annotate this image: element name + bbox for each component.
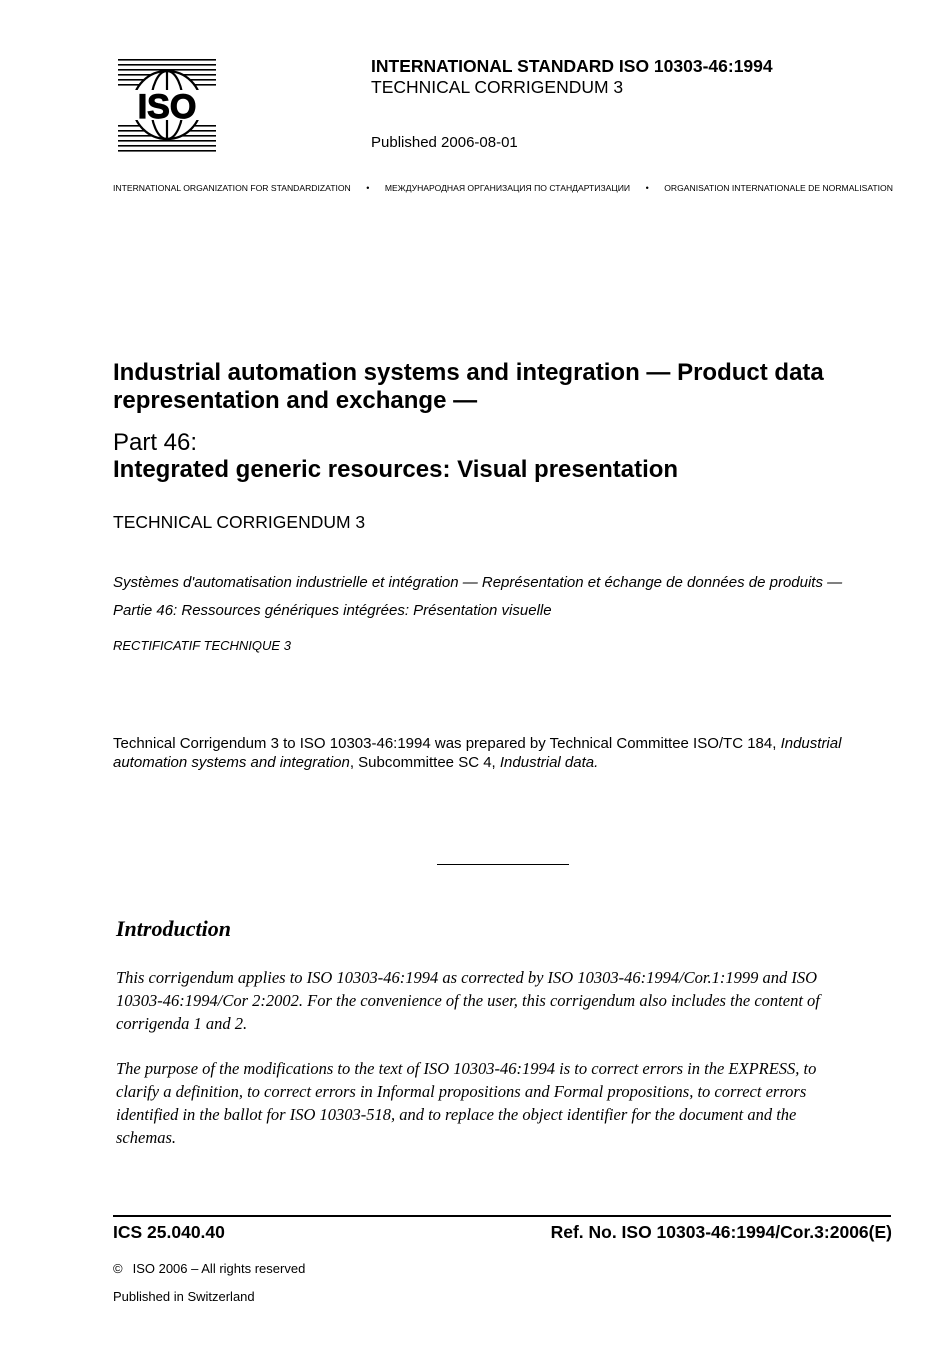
published-date: Published 2006-08-01	[371, 134, 518, 151]
bullet-separator: •	[366, 183, 370, 193]
introduction-paragraph-1: This corrigendum applies to ISO 10303-46:1994 as corrected by ISO 10303-46:1994/Cor.1:1999 and ISO 10303-46:1994/Cor 2:2002. For the convenience of the user, this corrigendum also includes the content of corrigenda 1 and 2.	[116, 968, 820, 1033]
copyright-text: ISO 2006 – All rights reserved	[132, 1261, 306, 1276]
french-part-title: Partie 46: Ressources génériques intégrées: Présentation visuelle	[113, 602, 552, 619]
org-name-ru: МЕЖДУНАРОДНАЯ ОРГАНИЗАЦИЯ ПО СТАНДАРТИЗАЦИИ	[384, 183, 631, 193]
part-number: Part 46:	[113, 429, 198, 456]
footer-rule	[113, 1215, 891, 1217]
copyright-icon: ©	[113, 1261, 123, 1276]
ics-code: ICS 25.040.40	[113, 1222, 225, 1242]
bullet-separator: •	[645, 183, 649, 193]
iso-logo	[118, 57, 216, 153]
introduction-paragraph-2: The purpose of the modifications to the text of ISO 10303-46:1994 is to correct errors in the EXPRESS, to clarify a definition, to correct errors in Informal propositions and Formal propositions, to correct errors identified in the ballot for ISO 10303-518, and to replace the object identifier for the document and the schemas.	[116, 1059, 817, 1147]
prep-text-2: , Subcommittee SC 4,	[349, 754, 500, 771]
prep-italic-1: Industrial automation systems and integration	[113, 735, 842, 771]
copyright-line	[113, 1261, 305, 1276]
org-name-fr: ORGANISATION INTERNATIONALE DE NORMALISATION	[664, 183, 893, 193]
section-divider	[437, 864, 569, 865]
french-title: Systèmes d'automatisation industrielle et intégration — Représentation et échange de données de produits —	[113, 574, 843, 591]
introduction-heading: Introduction	[116, 916, 231, 941]
organization-line	[113, 183, 893, 193]
document-title: Industrial automation systems and integration — Product data representation and exchange —	[113, 359, 824, 414]
preparation-paragraph	[113, 734, 903, 772]
french-corrigendum: RECTIFICATIF TECHNIQUE 3	[113, 638, 291, 653]
corrigendum-label: TECHNICAL CORRIGENDUM 3	[371, 77, 624, 97]
part-title: Integrated generic resources: Visual presentation	[113, 456, 679, 483]
org-name-en: INTERNATIONAL ORGANIZATION FOR STANDARDIZATION	[113, 183, 351, 193]
prep-text-1: Technical Corrigendum 3 to ISO 10303-46:1994 was prepared by Technical Committee ISO/TC 184,	[113, 735, 781, 752]
logo-text: ISO	[137, 88, 197, 126]
title-corrigendum: TECHNICAL CORRIGENDUM 3	[113, 512, 366, 532]
reference-number: Ref. No. ISO 10303-46:1994/Cor.3:2006(E)	[550, 1222, 892, 1242]
standard-title: INTERNATIONAL STANDARD ISO 10303-46:1994	[371, 56, 773, 76]
prep-italic-2: Industrial data.	[499, 754, 599, 771]
published-in: Published in Switzerland	[113, 1289, 255, 1304]
